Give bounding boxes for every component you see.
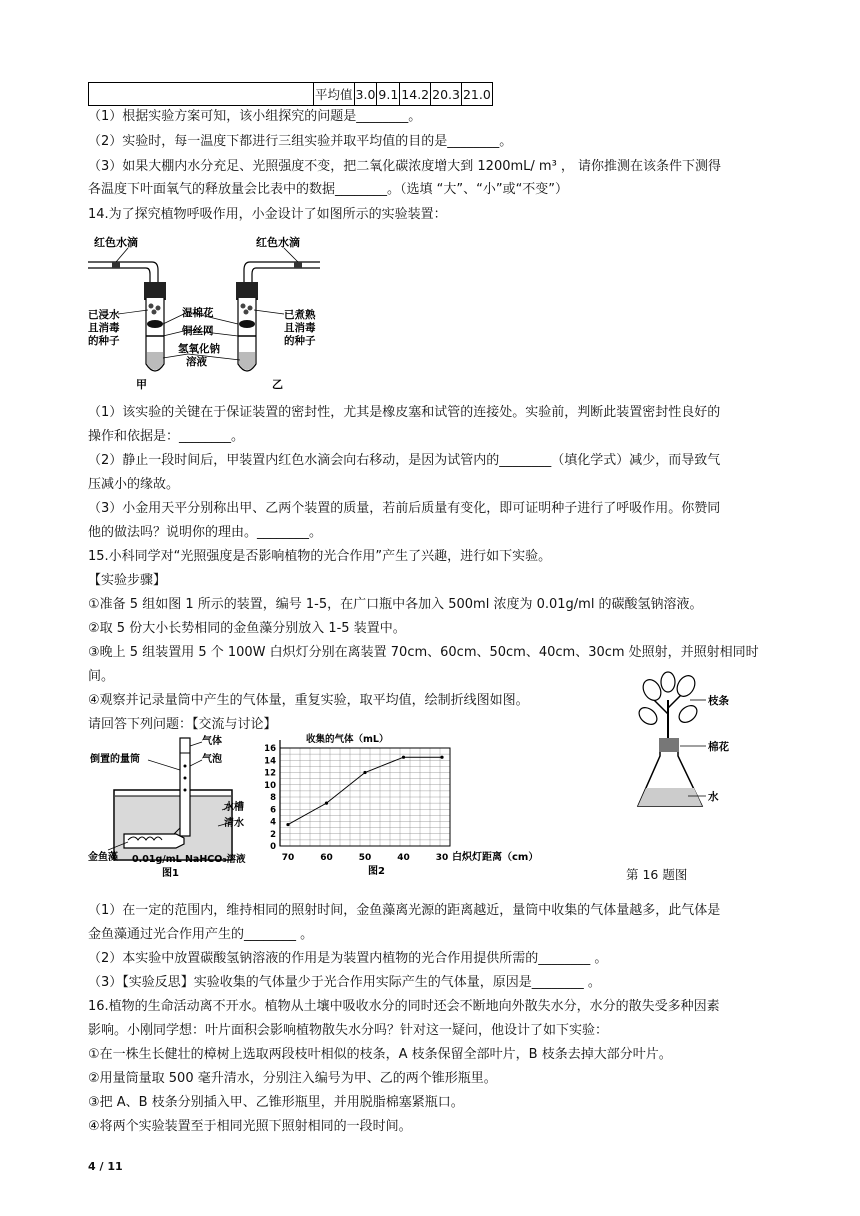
red-drop-left — [112, 262, 120, 268]
avg-value-cell: 20.3 — [431, 83, 462, 106]
chart-y-tick-label: 4 — [270, 817, 276, 828]
wet-cotton-right — [239, 320, 255, 328]
q15-step1: ①准备 5 组如图 1 所示的装置，编号 1-5，在广口瓶中各加入 500ml 浓度为 0.01g/ml 的碳酸氢钠溶液。 — [88, 597, 703, 612]
chart-grid — [280, 748, 450, 846]
fig1-label-water: 清水 — [224, 818, 244, 829]
page-number: 4 / 11 — [88, 1160, 123, 1173]
chart-y-tick-label: 0 — [270, 842, 276, 852]
label-copper-mesh: 铜丝网 — [182, 325, 214, 337]
chart-y-tick-label: 14 — [264, 756, 276, 767]
q13-part1: （1）根据实验方案可知，该小组探究的问题是________。 — [88, 109, 422, 124]
fig16-caption: 第 16 题图 — [626, 867, 688, 882]
q14-part3-line1: （3）小金用天平分别称出甲、乙两个装置的质量，若前后质量有变化，即可证明种子进行了呼吸作用。你赞同 — [88, 501, 721, 516]
chart-data-point — [363, 771, 366, 774]
q14-part2-line2: 压减小的缘故。 — [88, 477, 180, 492]
q14-part1-line1: （1）该实验的关键在于保证装置的密封性，尤其是橡皮塞和试管的连接处。实验前，判断此装置密封性良好的 — [88, 405, 721, 420]
q15-part1-line1: （1）在一定的范围内，维持相同的照射时间，金鱼藻离光源的距离越近，量筒中收集的气体量越多，此气体是 — [88, 903, 721, 918]
q14-part2-line1: （2）静止一段时间后，甲装置内红色水滴会向右移动，是因为试管内的________（填化学式）减少，而导致气 — [88, 453, 721, 468]
chart-y-tick-label: 6 — [270, 805, 276, 816]
q14-stem: 14.为了探究植物呼吸作用，小金设计了如图所示的实验装置： — [88, 207, 447, 222]
chart-axes — [264, 740, 450, 863]
fig16-label-branch: 枝条 — [708, 695, 729, 707]
label-naoh-2: 溶液 — [186, 356, 207, 368]
chart-y-tick-label: 10 — [264, 780, 276, 791]
red-drop-right — [294, 262, 302, 268]
q13-part2: （2）实验时，每一温度下都进行三组实验并取平均值的目的是________。 — [88, 134, 513, 149]
q14-part3-line2: 他的做法吗？说明你的理由。________。 — [88, 525, 323, 540]
fig1-label-solution: 0.01g/mL NaHCO₃溶液 — [132, 854, 246, 865]
chart-data-point — [440, 756, 443, 759]
q15-steps-title: 【实验步骤】 — [88, 573, 167, 588]
label-yi: 乙 — [272, 378, 283, 391]
avg-value-cell: 14.2 — [400, 83, 431, 106]
q15-step3-line1: ③晚上 5 组装置用 5 个 100W 白炽灯分别在离装置 70cm、60cm、50cm、40cm、30cm 处照射，并照射相同时 — [88, 645, 759, 660]
fig16-label-water: 水 — [708, 791, 719, 803]
stopper-left — [144, 282, 166, 300]
fig16-branch-flask — [630, 670, 740, 818]
fig16-label-cotton: 棉花 — [708, 741, 729, 753]
q16-step2: ②用量筒量取 500 毫升清水，分别注入编号为甲、乙的两个锥形瓶里。 — [88, 1071, 497, 1086]
chart-x-tick-label: 70 — [281, 853, 295, 863]
q16-stem-line1: 16.植物的生命活动离不开水。植物从土壤中吸收水分的同时还会不断地向外散失水分，水分的散失受多种因素 — [88, 999, 720, 1014]
q13-part3-line2: 各温度下叶面氧气的释放量会比表中的数据________。（选填 “大”、“小”或“不变”） — [88, 182, 569, 197]
avg-value-cell: 9.1 — [377, 83, 400, 106]
label-wet-cotton: 湿棉花 — [182, 307, 214, 319]
chart-data-point — [286, 823, 289, 826]
q16-stem-line2: 影响。小刚同学想：叶片面积会影响植物散失水分吗？针对这一疑问，他设计了如下实验： — [88, 1023, 609, 1038]
label-soaked-seed-2: 且消毒 — [88, 322, 120, 334]
fig2-line-chart — [250, 730, 606, 880]
fig2-caption: 图2 — [368, 866, 385, 877]
fig1-label-gas: 气体 — [202, 736, 222, 747]
chart-y-tick-label: 16 — [264, 744, 276, 754]
fig16-cotton — [659, 738, 679, 752]
fig1-label-bubble: 气泡 — [202, 754, 222, 765]
q15-part1-line2: 金鱼藻通过光合作用产生的________ 。 — [88, 927, 314, 942]
q15-step3-line2: 间。 — [88, 669, 115, 684]
label-soaked-seed-1: 已浸水 — [88, 309, 120, 321]
q14-part1-line2: 操作和依据是：________。 — [88, 429, 245, 444]
chart-y-axis-label: 收集的气体（mL） — [306, 734, 389, 745]
fig1-label-tank: 水槽 — [224, 802, 244, 813]
chart-x-tick-label: 50 — [358, 853, 372, 863]
q15-ask: 请回答下列问题：【交流与讨论】 — [88, 717, 277, 732]
average-value-table — [88, 82, 493, 106]
fig1-label-plant: 金鱼藻 — [88, 852, 118, 863]
label-red-drop-right: 红色水滴 — [256, 236, 300, 249]
label-cooked-seed-2: 且消毒 — [284, 322, 316, 334]
fig1-apparatus — [88, 730, 248, 888]
chart-y-tick-label: 8 — [270, 793, 276, 803]
label-red-drop-left: 红色水滴 — [94, 236, 138, 249]
q16-step4: ④将两个实验装置至于相同光照下照射相同的一段时间。 — [88, 1119, 412, 1134]
chart-data-point — [325, 802, 328, 805]
avg-value-cell: 21.0 — [461, 83, 492, 106]
avg-value-cell: 3.0 — [354, 83, 377, 106]
q16-step1: ①在一株生长健壮的樟树上选取两段枝叶相似的枝条，A 枝条保留全部叶片，B 枝条去掉大部分叶片。 — [88, 1047, 672, 1062]
fig1-caption: 图1 — [162, 868, 179, 879]
chart-x-tick-label: 30 — [435, 853, 449, 863]
table-blank-cell — [89, 83, 314, 106]
q16-step3: ③把 A、B 枝条分别插入甲、乙锥形瓶里，并用脱脂棉塞紧瓶口。 — [88, 1095, 464, 1110]
chart-y-tick-label: 2 — [270, 829, 276, 840]
label-cooked-seed-3: 的种子 — [284, 335, 316, 347]
label-cooked-seed-1: 已煮熟 — [284, 309, 316, 321]
avg-label-cell: 平均值 — [314, 83, 355, 106]
chart-y-tick-label: 12 — [264, 768, 276, 779]
chart-x-axis-label: 白炽灯距离（cm） — [452, 852, 539, 863]
wet-cotton-left — [147, 320, 163, 328]
q13-part3-line1: （3）如果大棚内水分充足、光照强度不变，把二氧化碳浓度增大到 1200mL/ m³ ， 请你推测在该条件下测得 — [88, 159, 722, 174]
q15-part3: （3）【实验反思】实验收集的气体量少于光合作用实际产生的气体量，原因是________ 。 — [88, 975, 601, 990]
label-soaked-seed-3: 的种子 — [88, 335, 120, 347]
label-jia: 甲 — [136, 378, 147, 391]
label-naoh-1: 氢氧化钠 — [178, 343, 220, 355]
chart-x-tick-label: 40 — [397, 853, 410, 863]
q15-step2: ②取 5 份大小长势相同的金鱼藻分别放入 1-5 装置中。 — [88, 621, 406, 636]
respiration-apparatus-figure — [88, 232, 328, 394]
stopper-right — [236, 282, 258, 300]
q15-part2: （2）本实验中放置碳酸氢钠溶液的作用是为装置内植物的光合作用提供所需的________ 。 — [88, 951, 608, 966]
q15-step4: ④观察并记录量筒中产生的气体量，重复实验，取平均值，绘制折线图如图。 — [88, 693, 529, 708]
chart-x-tick-label: 60 — [320, 853, 333, 863]
fig1-label-cylinder: 倒置的量筒 — [90, 754, 140, 765]
q15-stem: 15.小科同学对“光照强度是否影响植物的光合作用”产生了兴趣，进行如下实验。 — [88, 549, 552, 564]
chart-data-point — [402, 756, 405, 759]
